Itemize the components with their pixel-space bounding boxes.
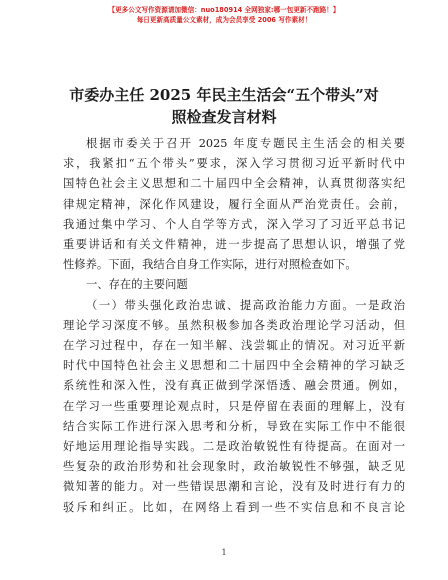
section-line: 时代中国特色社会主义思想和二十届四中全会精神的学习缺乏 [63, 359, 405, 373]
intro-line: 求，我紧扣“五个带头”要求，深入学习贯彻习近平新时代中 [63, 157, 405, 171]
promo-banner-line-1: 【更多公文写作资源请加微信：nuo180914 全网独家:哪一包更新不跑路！】 [108, 6, 340, 14]
section-line: 理论学习深度不够。虽然积极参加各类政治理论学习活动，但 [63, 318, 405, 332]
section-line: 在学习过程中，存在一知半解、浅尝辄止的情况。对习近平新 [63, 339, 405, 353]
section-line: （一）带头强化政治忠诚、提高政治能力方面。一是政治 [86, 298, 405, 312]
section-line: 在学习一些重要理论观点时，只是停留在表面的理解上，没有 [63, 399, 405, 413]
section-heading: 一、存在的主要问题 [86, 278, 188, 292]
section-line: 好地运用理论指导实践。二是政治敏锐性有待提高。在面对一 [63, 440, 405, 454]
intro-line: 我通过集中学习、个人自学等方式，深入学习了习近平总书记 [63, 217, 405, 231]
document-body [63, 134, 405, 518]
section-line: 驳斥和纠正。比如，在网络上看到一些不实信息和不良言论 [63, 500, 405, 514]
document-title-line-1: 市委办主任 2025 年民主生活会“五个带头”对 [69, 86, 379, 104]
section-line: 结合实际工作进行深入思考和分析，导致在实际工作中不能很 [63, 419, 405, 433]
intro-line: 律规定精神，深化作风建设，履行全面从严治党责任。会前， [63, 197, 405, 211]
intro-line: 性修养。下面，我结合自身工作实际，进行对照检查如下。 [63, 258, 357, 272]
promo-banner-line-2: 每日更新高质量公文素材，成为会员享受 2006 写作素材！ [136, 16, 312, 24]
section-line: 微知著的能力。对一些错误思潮和言论，没有及时进行有力的 [63, 480, 405, 494]
promo-banner [0, 5, 448, 26]
document-title-line-2: 照检查发言材料 [171, 108, 277, 126]
page-number: 1 [221, 548, 227, 557]
intro-line: 重要讲话和有关文件精神，进一步提高了思想认识，增强了党 [63, 238, 405, 252]
intro-line: 国特色社会主义思想和二十届四中全会精神，认真贯彻落实纪 [63, 177, 405, 191]
section-line: 系统性和深入性，没有真正做到学深悟透、融会贯通。例如， [63, 379, 405, 393]
document-title [40, 84, 408, 128]
intro-line: 根据市委关于召开 2025 年度专题民主生活会的相关要 [86, 137, 405, 150]
section-line: 些复杂的政治形势和社会现象时，政治敏锐性不够强，缺乏见 [63, 460, 405, 474]
